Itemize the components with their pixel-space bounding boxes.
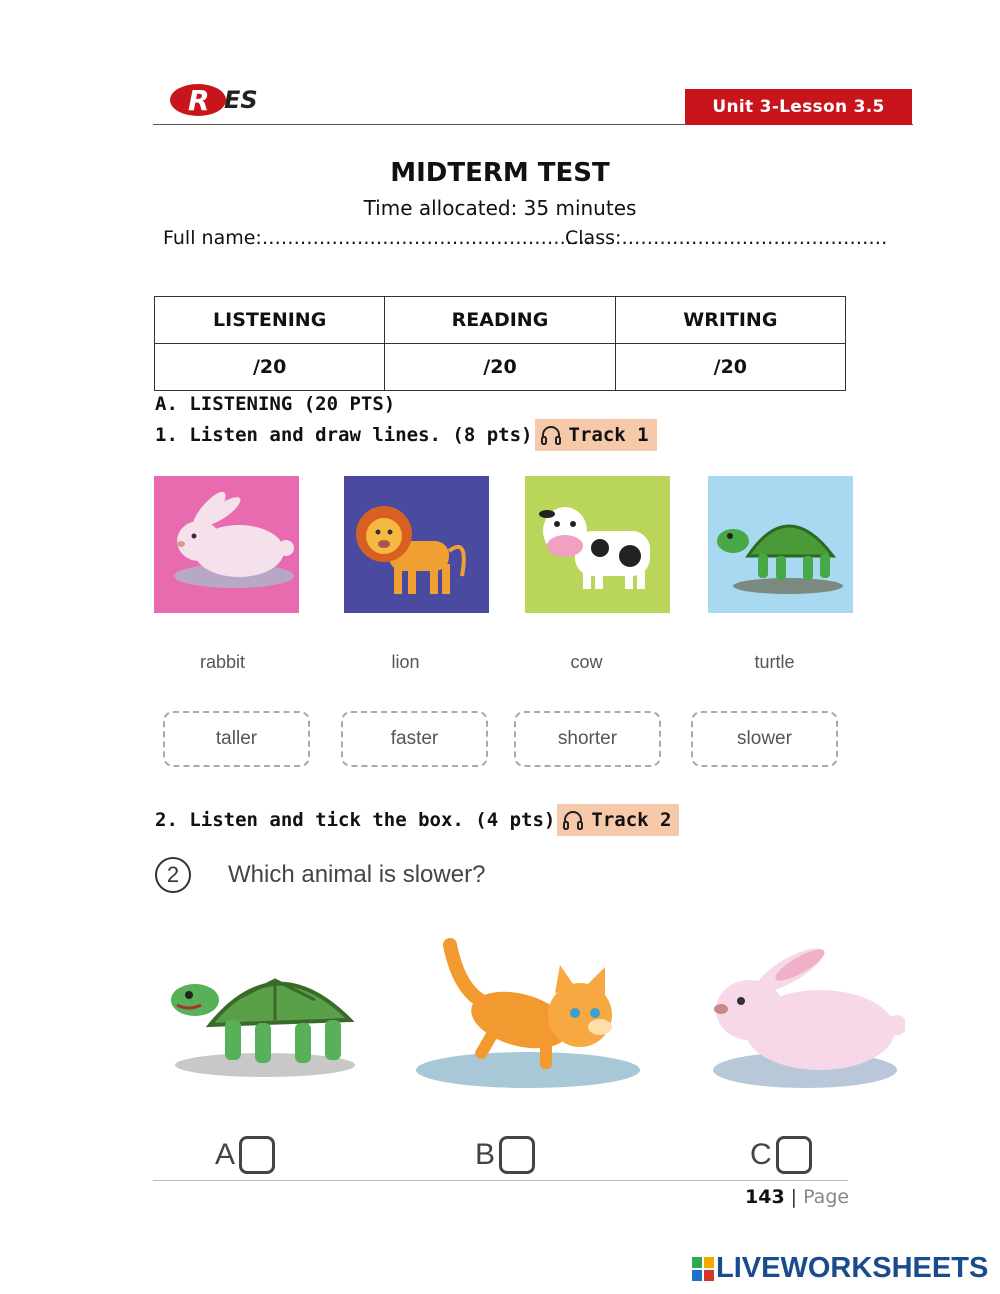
cat-picture bbox=[410, 935, 645, 1095]
page-title: MIDTERM TEST bbox=[390, 158, 610, 188]
option-c-checkbox[interactable] bbox=[776, 1136, 812, 1174]
option-b-checkbox[interactable] bbox=[499, 1136, 535, 1174]
page-separator: | bbox=[790, 1186, 798, 1208]
res-logo bbox=[168, 80, 288, 120]
option-c-label: C bbox=[750, 1138, 772, 1171]
page-number bbox=[745, 1186, 849, 1208]
svg-text:ES: ES bbox=[224, 86, 258, 114]
section-a-title: A. LISTENING (20 PTS) bbox=[155, 393, 396, 415]
word-rabbit: rabbit bbox=[199, 652, 246, 672]
question-2-prompt: Which animal is slower? bbox=[228, 861, 486, 888]
svg-text:R: R bbox=[188, 84, 210, 117]
option-b-label: B bbox=[475, 1138, 496, 1171]
liveworksheets-text: LIVEWORKSHEETS bbox=[716, 1252, 989, 1284]
full-name-field[interactable]: Full name:……………………………………………. bbox=[163, 227, 591, 249]
turtle-image bbox=[708, 476, 853, 613]
turtle-picture bbox=[165, 925, 365, 1085]
option-a-label: A bbox=[215, 1138, 236, 1171]
question-1-label: 1. Listen and draw lines. (8 pts) bbox=[155, 424, 533, 446]
page-label: Page bbox=[803, 1186, 850, 1208]
time-allocated: Time allocated: 35 minutes bbox=[363, 196, 637, 220]
score-listening[interactable]: /20 bbox=[155, 344, 385, 391]
unit-badge: Unit 3-Lesson 3.5 bbox=[685, 89, 912, 125]
header-reading: READING bbox=[385, 297, 615, 344]
option-c[interactable] bbox=[750, 1136, 812, 1174]
score-writing[interactable]: /20 bbox=[615, 344, 845, 391]
track-1-label: Track 1 bbox=[568, 424, 649, 446]
headphones-icon bbox=[539, 423, 563, 447]
question-2 bbox=[155, 804, 679, 836]
track-2-button[interactable] bbox=[557, 804, 679, 836]
word-lion: lion bbox=[391, 652, 420, 672]
class-field[interactable]: Class:…………………………………… bbox=[565, 227, 888, 249]
answer-box-taller[interactable]: taller bbox=[163, 711, 310, 767]
page-number-value: 143 bbox=[745, 1186, 785, 1208]
score-table-header-row bbox=[155, 297, 846, 344]
word-cow: cow bbox=[570, 652, 603, 672]
option-a-checkbox[interactable] bbox=[239, 1136, 275, 1174]
lion-image bbox=[344, 476, 489, 613]
cow-image bbox=[525, 476, 670, 613]
word-turtle: turtle bbox=[754, 652, 795, 672]
score-table bbox=[154, 296, 846, 391]
score-table-score-row bbox=[155, 344, 846, 391]
header-writing: WRITING bbox=[615, 297, 845, 344]
headphones-icon bbox=[561, 808, 585, 832]
answer-box-shorter[interactable]: shorter bbox=[514, 711, 661, 767]
question-number-circle: 2 bbox=[155, 857, 191, 893]
question-1 bbox=[155, 419, 657, 451]
rabbit-picture bbox=[705, 935, 905, 1095]
liveworksheets-brand[interactable] bbox=[692, 1252, 988, 1285]
track-1-button[interactable] bbox=[535, 419, 657, 451]
rabbit-image bbox=[154, 476, 299, 613]
footer-divider bbox=[153, 1180, 848, 1181]
question-2-label: 2. Listen and tick the box. (4 pts) bbox=[155, 809, 556, 831]
header-listening: LISTENING bbox=[155, 297, 385, 344]
option-b[interactable] bbox=[475, 1136, 535, 1174]
score-reading[interactable]: /20 bbox=[385, 344, 615, 391]
liveworksheets-logo-icon bbox=[692, 1257, 714, 1281]
track-2-label: Track 2 bbox=[591, 809, 672, 831]
answer-box-slower[interactable]: slower bbox=[691, 711, 838, 767]
answer-box-faster[interactable]: faster bbox=[341, 711, 488, 767]
option-a[interactable] bbox=[215, 1136, 275, 1174]
